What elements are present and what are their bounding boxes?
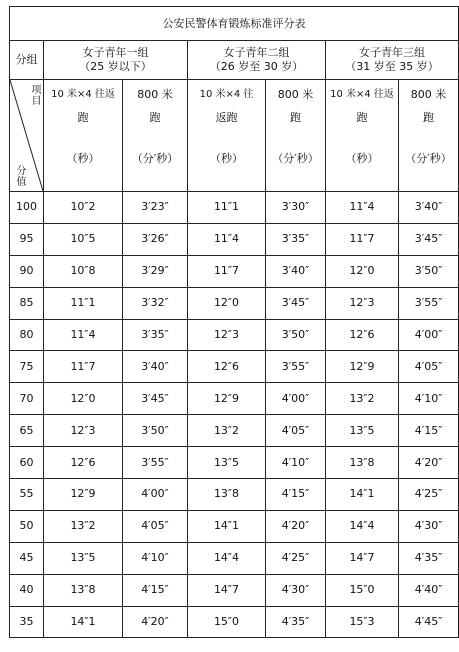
value-cell: 11″1 bbox=[188, 192, 266, 224]
table-row bbox=[10, 319, 459, 351]
item-name-line2: 跑 bbox=[77, 111, 89, 124]
item-header-cell bbox=[44, 80, 123, 192]
table-row bbox=[10, 574, 459, 606]
value-cell: 11″4 bbox=[44, 319, 123, 351]
score-table-sheet bbox=[9, 6, 452, 638]
value-cell: 4′25″ bbox=[399, 479, 459, 511]
table-row bbox=[10, 606, 459, 638]
value-cell: 12″9 bbox=[188, 383, 266, 415]
value-cell: 14″1 bbox=[44, 606, 123, 638]
value-cell: 12″9 bbox=[326, 351, 399, 383]
group-age: （26 岁至 30 岁） bbox=[209, 60, 304, 73]
table-row bbox=[10, 383, 459, 415]
value-cell: 12″6 bbox=[188, 351, 266, 383]
table-row bbox=[10, 351, 459, 383]
value-cell: 4′15″ bbox=[266, 479, 326, 511]
item-header-cell bbox=[123, 80, 188, 192]
value-cell: 4′20″ bbox=[399, 447, 459, 479]
item-unit: （分′秒） bbox=[272, 152, 319, 165]
value-cell: 15″0 bbox=[326, 574, 399, 606]
value-cell: 3′55″ bbox=[123, 447, 188, 479]
group-age: （31 岁至 35 岁） bbox=[345, 60, 439, 73]
value-cell: 4′30″ bbox=[266, 574, 326, 606]
table-row bbox=[10, 479, 459, 511]
value-cell: 13″8 bbox=[44, 574, 123, 606]
value-cell: 12″3 bbox=[44, 415, 123, 447]
group-header-2 bbox=[188, 41, 326, 80]
value-cell: 3′30″ bbox=[266, 192, 326, 224]
item-header-cell bbox=[188, 80, 266, 192]
value-cell: 3′26″ bbox=[123, 223, 188, 255]
score-cell: 75 bbox=[10, 351, 44, 383]
value-cell: 14″7 bbox=[326, 542, 399, 574]
value-cell: 10″5 bbox=[44, 223, 123, 255]
value-cell: 3′40″ bbox=[123, 351, 188, 383]
item-name-line2: 跑 bbox=[149, 111, 161, 124]
value-cell: 12″0 bbox=[188, 287, 266, 319]
value-cell: 4′35″ bbox=[266, 606, 326, 638]
value-cell: 4′05″ bbox=[123, 510, 188, 542]
value-cell: 13″5 bbox=[188, 447, 266, 479]
value-cell: 3′35″ bbox=[123, 319, 188, 351]
score-cell: 45 bbox=[10, 542, 44, 574]
value-cell: 3′40″ bbox=[399, 192, 459, 224]
value-cell: 3′55″ bbox=[266, 351, 326, 383]
score-cell: 95 bbox=[10, 223, 44, 255]
group-name: 女子青年二组 bbox=[223, 46, 290, 59]
item-unit: （分′秒） bbox=[405, 152, 452, 165]
score-table bbox=[9, 6, 459, 638]
table-row bbox=[10, 223, 459, 255]
value-cell: 12″6 bbox=[44, 447, 123, 479]
table-row bbox=[10, 287, 459, 319]
table-row bbox=[10, 192, 459, 224]
table-row bbox=[10, 447, 459, 479]
value-cell: 14″1 bbox=[188, 510, 266, 542]
score-cell: 40 bbox=[10, 574, 44, 606]
value-cell: 3′55″ bbox=[399, 287, 459, 319]
group-header-row bbox=[10, 41, 459, 80]
item-name-line2: 跑 bbox=[290, 111, 301, 124]
value-cell: 3′35″ bbox=[266, 223, 326, 255]
diagonal-header-cell bbox=[10, 80, 44, 192]
value-cell: 3′40″ bbox=[266, 255, 326, 287]
table-row bbox=[10, 510, 459, 542]
value-cell: 10″8 bbox=[44, 255, 123, 287]
group-age: （25 岁以下） bbox=[79, 60, 152, 73]
score-cell: 100 bbox=[10, 192, 44, 224]
value-cell: 12″9 bbox=[44, 479, 123, 511]
value-cell: 4′45″ bbox=[399, 606, 459, 638]
value-cell: 4′15″ bbox=[123, 574, 188, 606]
item-header-row bbox=[10, 80, 459, 192]
item-name-line1: 800 米 bbox=[137, 88, 173, 101]
value-cell: 3′45″ bbox=[266, 287, 326, 319]
value-cell: 3′50″ bbox=[123, 415, 188, 447]
value-cell: 10″2 bbox=[44, 192, 123, 224]
score-cell: 50 bbox=[10, 510, 44, 542]
group-name: 女子青年一组 bbox=[82, 46, 149, 59]
value-cell: 4′05″ bbox=[266, 415, 326, 447]
value-cell: 14″7 bbox=[188, 574, 266, 606]
item-name-line1: 800 米 bbox=[410, 88, 447, 101]
item-header-cell bbox=[326, 80, 399, 192]
group-header-1 bbox=[44, 41, 188, 80]
value-cell: 11″1 bbox=[44, 287, 123, 319]
value-cell: 4′20″ bbox=[266, 510, 326, 542]
value-cell: 4′40″ bbox=[399, 574, 459, 606]
score-cell: 65 bbox=[10, 415, 44, 447]
value-cell: 11″7 bbox=[326, 223, 399, 255]
value-cell: 13″8 bbox=[326, 447, 399, 479]
value-cell: 4′35″ bbox=[399, 542, 459, 574]
item-name-line2: 返跑 bbox=[215, 111, 238, 124]
value-cell: 4′10″ bbox=[266, 447, 326, 479]
score-cell: 60 bbox=[10, 447, 44, 479]
diagonal-label-score: 分值 bbox=[14, 165, 25, 187]
value-cell: 15″0 bbox=[188, 606, 266, 638]
item-name-line1: 10 米×4 往返 bbox=[330, 89, 394, 100]
value-cell: 13″2 bbox=[44, 510, 123, 542]
item-name-line1: 800 米 bbox=[277, 88, 314, 101]
value-cell: 4′05″ bbox=[399, 351, 459, 383]
value-cell: 11″4 bbox=[188, 223, 266, 255]
value-cell: 12″6 bbox=[326, 319, 399, 351]
value-cell: 4′00″ bbox=[399, 319, 459, 351]
value-cell: 4′10″ bbox=[399, 383, 459, 415]
value-cell: 13″5 bbox=[326, 415, 399, 447]
group-header-3 bbox=[326, 41, 459, 80]
value-cell: 4′25″ bbox=[266, 542, 326, 574]
value-cell: 14″1 bbox=[326, 479, 399, 511]
value-cell: 3′50″ bbox=[399, 255, 459, 287]
score-cell: 70 bbox=[10, 383, 44, 415]
value-cell: 13″5 bbox=[44, 542, 123, 574]
value-cell: 14″4 bbox=[326, 510, 399, 542]
score-cell: 55 bbox=[10, 479, 44, 511]
score-cell: 85 bbox=[10, 287, 44, 319]
value-cell: 14″4 bbox=[188, 542, 266, 574]
group-col-label: 分组 bbox=[10, 41, 44, 80]
diagonal-label-item: 项目 bbox=[29, 84, 40, 106]
score-cell: 90 bbox=[10, 255, 44, 287]
value-cell: 4′30″ bbox=[399, 510, 459, 542]
value-cell: 4′00″ bbox=[123, 479, 188, 511]
value-cell: 3′29″ bbox=[123, 255, 188, 287]
table-row bbox=[10, 415, 459, 447]
value-cell: 3′45″ bbox=[399, 223, 459, 255]
group-name: 女子青年三组 bbox=[359, 46, 426, 59]
value-cell: 13″2 bbox=[326, 383, 399, 415]
table-title: 公安民警体育锻炼标准评分表 bbox=[10, 7, 459, 41]
value-cell: 12″3 bbox=[188, 319, 266, 351]
score-cell: 80 bbox=[10, 319, 44, 351]
value-cell: 3′23″ bbox=[123, 192, 188, 224]
value-cell: 4′00″ bbox=[266, 383, 326, 415]
value-cell: 3′45″ bbox=[123, 383, 188, 415]
item-name-line2: 跑 bbox=[423, 111, 435, 124]
value-cell: 11″7 bbox=[44, 351, 123, 383]
value-cell: 4′10″ bbox=[123, 542, 188, 574]
value-cell: 11″7 bbox=[188, 255, 266, 287]
value-cell: 11″4 bbox=[326, 192, 399, 224]
value-cell: 12″0 bbox=[44, 383, 123, 415]
item-unit: （秒） bbox=[210, 152, 243, 165]
score-cell: 35 bbox=[10, 606, 44, 638]
value-cell: 4′15″ bbox=[399, 415, 459, 447]
table-row bbox=[10, 255, 459, 287]
item-name-line2: 跑 bbox=[356, 111, 368, 124]
value-cell: 3′50″ bbox=[266, 319, 326, 351]
item-header-cell bbox=[399, 80, 459, 192]
table-row bbox=[10, 542, 459, 574]
value-cell: 4′20″ bbox=[123, 606, 188, 638]
value-cell: 13″2 bbox=[188, 415, 266, 447]
value-cell: 12″0 bbox=[326, 255, 399, 287]
item-unit: （分′秒） bbox=[131, 152, 179, 165]
value-cell: 12″3 bbox=[326, 287, 399, 319]
title-row bbox=[10, 7, 459, 41]
value-cell: 3′32″ bbox=[123, 287, 188, 319]
item-name-line1: 10 米×4 往返 bbox=[51, 89, 115, 100]
item-unit: （秒） bbox=[345, 152, 379, 165]
item-unit: （秒） bbox=[66, 152, 100, 165]
item-name-line1: 10 米×4 往 bbox=[199, 89, 254, 100]
item-header-cell bbox=[266, 80, 326, 192]
value-cell: 15″3 bbox=[326, 606, 399, 638]
value-cell: 13″8 bbox=[188, 479, 266, 511]
